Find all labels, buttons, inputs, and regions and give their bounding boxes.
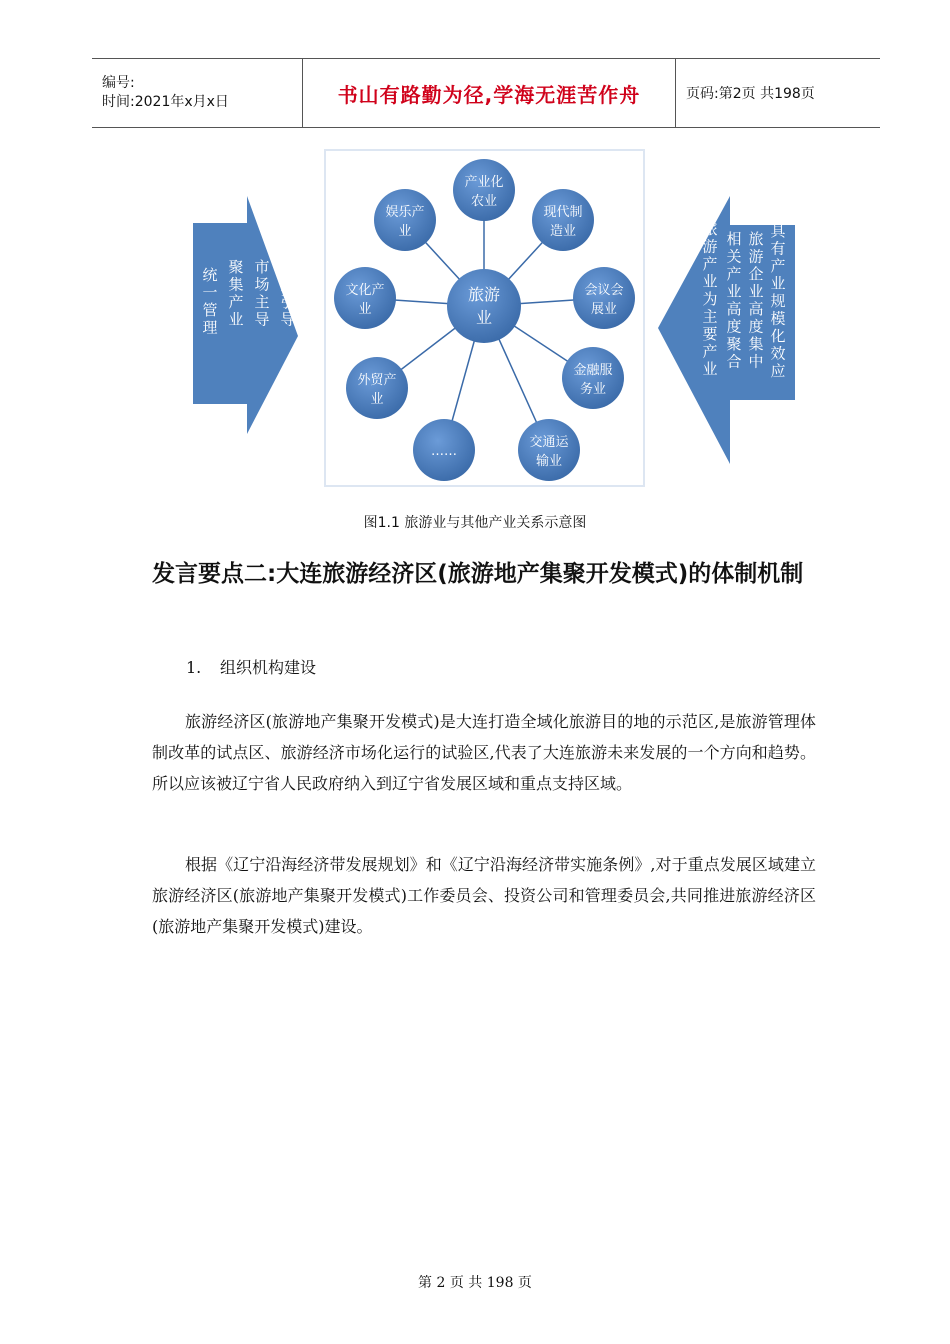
industry-node <box>346 357 408 419</box>
center-node-line-1: 旅游 <box>467 285 501 304</box>
industry-node-label: 外贸产 <box>357 373 397 388</box>
industry-node-label: 务业 <box>579 382 607 397</box>
header-time-label: 时间:2021年x月x日 <box>102 94 229 110</box>
sub-heading <box>186 655 316 678</box>
industry-node-circle <box>532 189 594 251</box>
industry-node-label: 农业 <box>470 194 498 209</box>
right-col-2: 相关产业高度聚合 <box>726 230 742 371</box>
industry-node-label: 交通运 <box>529 435 569 450</box>
header-motto: 书山有路勤为径,学海无涯苦作舟 <box>337 82 641 107</box>
industry-node-circle <box>346 357 408 419</box>
industry-node-label: 造业 <box>549 224 577 239</box>
industry-node-label: 文化产 <box>345 283 385 298</box>
industry-node-label: 业 <box>370 392 384 407</box>
left-col-2: 聚集产业 <box>228 258 244 329</box>
left-col-3: 统一管理 <box>202 266 218 337</box>
section-title: 发言要点二:大连旅游经济区(旅游地产集聚开发模式)的体制机制 <box>152 561 804 587</box>
right-col-3: 旅游产业为主要产业 <box>702 220 718 378</box>
industry-node-circle <box>518 419 580 481</box>
industry-node <box>334 267 396 329</box>
paragraph: 根据《辽宁沿海经济带发展规划》和《辽宁沿海经济带实施条例》,对于重点发展区域建立旅游经济区(旅游地产集聚开发模式)工作委员会、投资公司和管理委员会,共同推进旅游经济区(旅游地产集聚开发模式)建设。 <box>152 855 816 936</box>
sub-heading-number: 1. <box>186 658 202 677</box>
left-col-1: 市场主导 <box>254 258 270 329</box>
center-node <box>447 269 521 343</box>
industry-node-label: 娱乐产 <box>385 205 425 220</box>
industry-node-circle <box>573 267 635 329</box>
paragraph: 旅游经济区(旅游地产集聚开发模式)是大连打造全域化旅游目的地的示范区,是旅游管理体制改革的试点区、旅游经济市场化运行的试验区,代表了大连旅游未来发展的一个方向和趋势。所以应该被辽宁省人民政府纳入到辽宁省发展区域和重点支持区域。 <box>152 712 816 793</box>
header-table <box>92 58 880 128</box>
header-meta <box>92 59 303 127</box>
figure-svg <box>190 148 798 488</box>
right-col-1: 旅游企业高度集中 <box>748 230 764 371</box>
industry-node-circle <box>562 347 624 409</box>
industry-node-label: 金融服 <box>573 363 613 378</box>
right-col-0: 具有产业规模化效应 <box>770 222 786 380</box>
industry-node <box>518 419 580 481</box>
page-footer: 第 2 页 共 198 页 <box>418 1275 532 1291</box>
industry-node-label: 产业化 <box>464 175 504 190</box>
left-col-0: 政府引导 <box>280 258 296 329</box>
industry-node-label: 会议会 <box>584 283 624 298</box>
center-node-line-2: 业 <box>475 308 493 327</box>
center-node-circle <box>447 269 521 343</box>
industry-node-label: 业 <box>398 224 412 239</box>
industry-node <box>374 189 436 251</box>
header-motto-cell <box>303 59 676 127</box>
industry-node-label: 业 <box>358 302 372 317</box>
industry-relationship-figure <box>190 148 798 488</box>
industry-node <box>562 347 624 409</box>
industry-node-label: 输业 <box>535 454 563 469</box>
header-id-label: 编号: <box>102 75 135 91</box>
figure-caption: 图1.1 旅游业与其他产业关系示意图 <box>363 515 587 531</box>
industry-node <box>573 267 635 329</box>
industry-node-circle <box>453 159 515 221</box>
industry-node <box>453 159 515 221</box>
industry-node-label: …… <box>431 444 457 459</box>
industry-node-circle <box>374 189 436 251</box>
industry-node-label: 展业 <box>590 302 618 317</box>
sub-heading-title: 组织机构建设 <box>220 658 317 677</box>
header-page-cell <box>676 59 880 127</box>
industry-node <box>413 419 475 481</box>
industry-node-circle <box>334 267 396 329</box>
industry-node <box>532 189 594 251</box>
industry-node-label: 现代制 <box>543 205 583 220</box>
header-page-label: 页码:第2页 共198页 <box>686 86 815 102</box>
